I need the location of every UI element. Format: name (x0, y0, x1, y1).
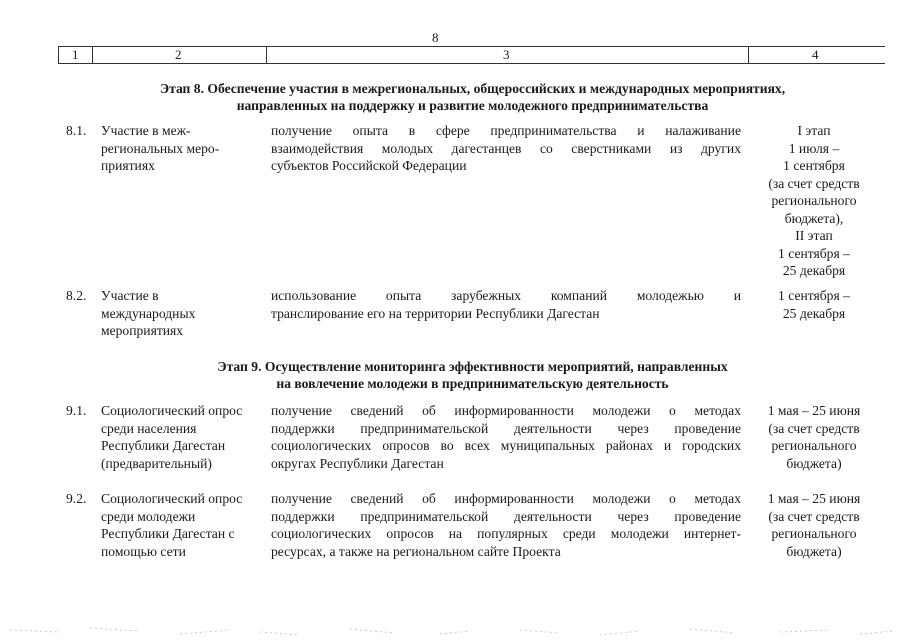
table-header-col-4: 4 (812, 47, 819, 62)
timing (753, 402, 875, 472)
expected-result (271, 490, 741, 560)
row-number: 8.1. (66, 123, 87, 138)
activity-name-line: Социологический опрос (101, 403, 243, 418)
activity-name-line: Участие в (101, 288, 159, 303)
result-line: получение сведений об информированности молодежи о методах (271, 403, 741, 418)
table-header-col-1: 1 (72, 47, 79, 62)
row-number: 9.1. (66, 403, 87, 418)
timing-line: регионального (771, 526, 857, 541)
scan-noise (0, 616, 905, 640)
timing (753, 122, 875, 280)
activity-name-line: (предварительный) (101, 455, 212, 471)
timing-line: регионального (771, 438, 857, 453)
row-number: 8.2. (66, 288, 87, 303)
timing-line: (за счет средств (768, 175, 860, 191)
result-line: взаимодействия молодых дагестанцев со сверстниками из других (271, 140, 741, 156)
result-line: поддержки предпринимательской деятельности через проведение (271, 508, 741, 524)
row-number: 9.2. (66, 491, 87, 506)
activity-name-line: Республики Дагестан (101, 438, 226, 453)
timing-line: 1 сентября (783, 158, 845, 173)
stage-title-line: направленных на поддержку и развитие молодежного предпринимательства (236, 98, 709, 113)
stage-title-line: Этап 9. Осуществление мониторинга эффективности мероприятий, направленных (217, 359, 728, 374)
activity-name-line: Социологический опрос (101, 491, 243, 506)
expected-result (271, 122, 741, 175)
result-line: поддержки предпринимательской деятельности через проведение (271, 420, 741, 436)
result-line: использование опыта зарубежных компаний молодежью и (271, 288, 741, 303)
timing-line: I этап (797, 123, 831, 138)
timing-line: 1 июля – (788, 140, 840, 156)
timing (753, 490, 875, 560)
table-header-row (58, 46, 885, 64)
result-line: социологических опросов во всех муниципальных районах и городских (271, 438, 741, 453)
activity-name-line: среди населения (101, 420, 197, 436)
timing-line: 1 сентября – (778, 288, 850, 303)
timing-line: регионального (771, 193, 857, 208)
result-line: округах Республики Дагестан (271, 455, 444, 471)
expected-result (271, 402, 741, 472)
result-line: получение опыта в сфере предпринимательства и налаживание (271, 123, 741, 138)
table-header-col-2: 2 (175, 47, 182, 62)
timing-line: бюджета), (784, 210, 844, 226)
result-line: субъектов Российской Федерации (271, 158, 467, 173)
table-header-divider (92, 46, 93, 64)
result-line: ресурсах, а также на региональном сайте Проекта (271, 543, 561, 559)
timing-line: бюджета) (786, 543, 842, 559)
stage-title (60, 80, 885, 114)
timing-line: 25 декабря (782, 305, 846, 321)
activity-name-line: мероприятиях (101, 323, 184, 338)
result-line: социологических опросов на популярных среди молодежи интернет- (271, 526, 741, 541)
timing-line: (за счет средств (768, 508, 860, 524)
table-header-divider (266, 46, 267, 64)
activity-name (101, 490, 263, 560)
activity-name (101, 122, 263, 175)
table-header-divider (58, 46, 59, 64)
stage-title (60, 358, 885, 392)
activity-name-line: международных (101, 305, 196, 321)
result-line: транслирование его на территории Республики Дагестан (271, 305, 600, 321)
timing (753, 287, 875, 322)
stage-title-line: Этап 8. Обеспечение участия в межрегиональных, общероссийских и международных мероприятиях, (159, 81, 786, 96)
timing-line: 25 декабря (782, 263, 846, 278)
activity-name-line: среди молодежи (101, 508, 196, 524)
timing-line: II этап (795, 228, 833, 243)
activity-name (101, 402, 263, 472)
activity-name-line: приятиях (101, 158, 155, 173)
expected-result (271, 287, 741, 322)
activity-name-line: региональных меро- (101, 140, 220, 156)
timing-line: 1 мая – 25 июня (767, 403, 861, 418)
table-header-divider (748, 46, 749, 64)
stage-title-line: на вовлечение молодежи в предпринимательскую деятельность (276, 376, 669, 391)
activity-name-line: Республики Дагестан с (101, 526, 235, 541)
activity-name-line: помощью сети (101, 543, 186, 559)
timing-line: 1 мая – 25 июня (767, 491, 861, 506)
timing-line: 1 сентября – (778, 245, 850, 261)
timing-line: бюджета) (786, 455, 842, 471)
activity-name (101, 287, 263, 340)
page-number: 8 (432, 30, 439, 45)
timing-line: (за счет средств (768, 420, 860, 436)
result-line: получение сведений об информированности молодежи о методах (271, 491, 741, 506)
activity-name-line: Участие в меж- (101, 123, 191, 138)
table-header-col-3: 3 (503, 47, 510, 62)
